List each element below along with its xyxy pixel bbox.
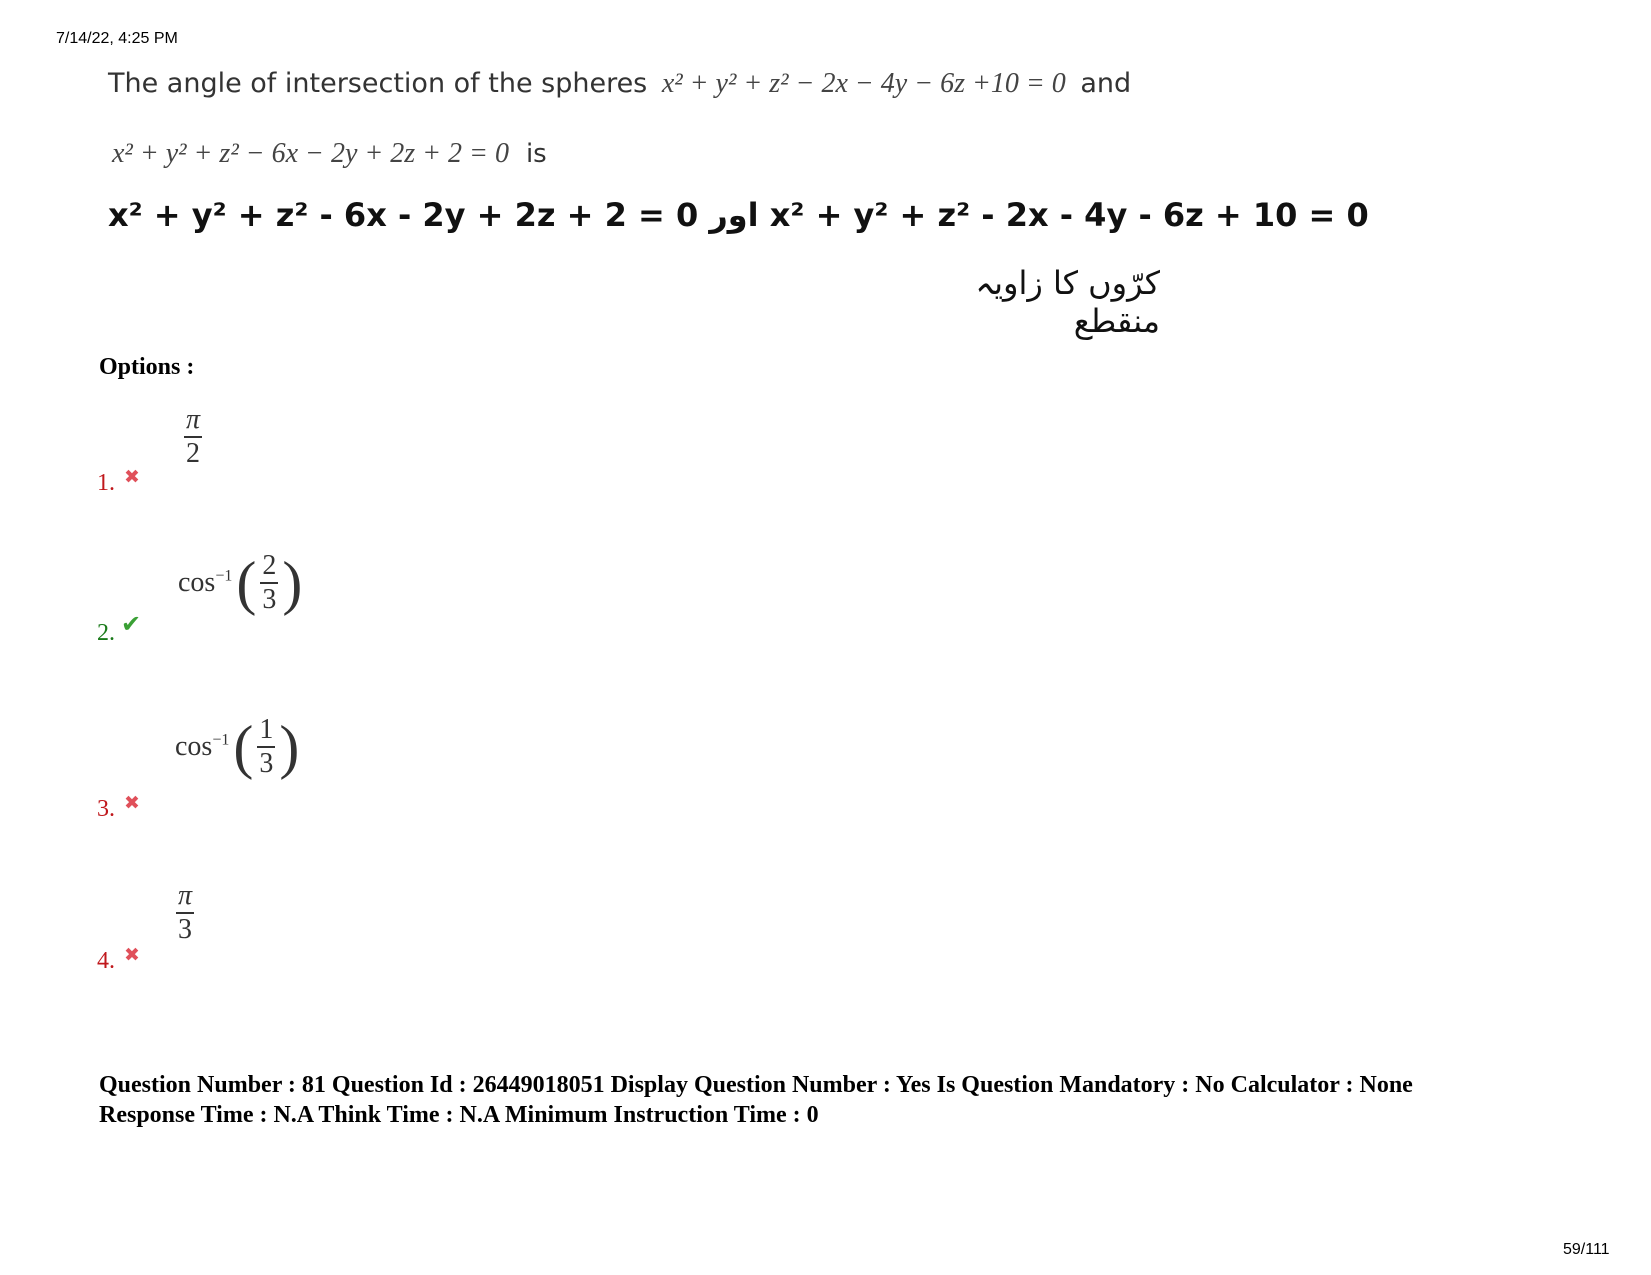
check-icon: ✔ — [121, 610, 142, 638]
page-number: 59/111 — [1563, 1241, 1610, 1258]
option-1-value — [184, 404, 202, 470]
urdu-question-text: کرّوں کا زاویہ منقطع — [975, 264, 1160, 340]
option-3-function: cos — [175, 730, 213, 762]
urdu-equations: x² + y² + z² - 6x - 2y + 2z + 2 = 0 اور x² + y² + z² - 2x - 4y - 6z + 10 = 0 — [108, 196, 1369, 234]
option-2-function: cos — [178, 566, 216, 598]
option-1-denominator: 2 — [186, 437, 201, 469]
question-is: is — [525, 139, 547, 169]
option-1-number: 1. — [97, 470, 115, 496]
option-3-value — [175, 714, 299, 780]
option-2-numerator: 2 — [262, 550, 277, 581]
options-heading: Options : — [99, 354, 195, 380]
option-4-denominator: 3 — [178, 913, 193, 945]
left-paren: ( — [233, 713, 254, 780]
question-line-2 — [112, 138, 547, 170]
option-4-value — [176, 880, 194, 946]
option-1-numerator: π — [186, 404, 201, 435]
question-metadata — [99, 1070, 1559, 1130]
option-3-number: 3. — [97, 796, 115, 822]
sphere-equation-1: x² + y² + z² − 2x − 4y − 6z +10 = 0 — [661, 68, 1066, 99]
option-2-number: 2. — [97, 620, 115, 646]
print-timestamp: 7/14/22, 4:25 PM — [56, 30, 178, 47]
left-paren: ( — [236, 549, 257, 616]
question-and: and — [1080, 68, 1132, 99]
option-3-numerator: 1 — [259, 714, 274, 745]
metadata-line-2: Response Time : N.A Think Time : N.A Minimum Instruction Time : 0 — [99, 1102, 819, 1128]
right-paren: ) — [282, 549, 303, 616]
metadata-line-1: Question Number : 81 Question Id : 26449018051 Display Question Number : Yes Is Question Mandatory : No Calculator : None — [99, 1072, 1413, 1098]
option-4-number: 4. — [97, 948, 115, 974]
cross-icon: ✖ — [124, 466, 140, 488]
cross-icon: ✖ — [124, 944, 140, 966]
option-3-denominator: 3 — [259, 747, 274, 779]
cross-icon: ✖ — [124, 792, 140, 814]
option-2-value — [178, 550, 302, 616]
sphere-equation-2: x² + y² + z² − 6x − 2y + 2z + 2 = 0 — [112, 138, 509, 169]
right-paren: ) — [279, 713, 300, 780]
option-4-numerator: π — [178, 880, 193, 911]
option-3-power: −1 — [212, 731, 230, 749]
question-intro: The angle of intersection of the spheres — [108, 68, 648, 99]
option-2-power: −1 — [215, 567, 233, 585]
question-line-1 — [108, 68, 1131, 100]
option-2-denominator: 3 — [262, 583, 277, 615]
